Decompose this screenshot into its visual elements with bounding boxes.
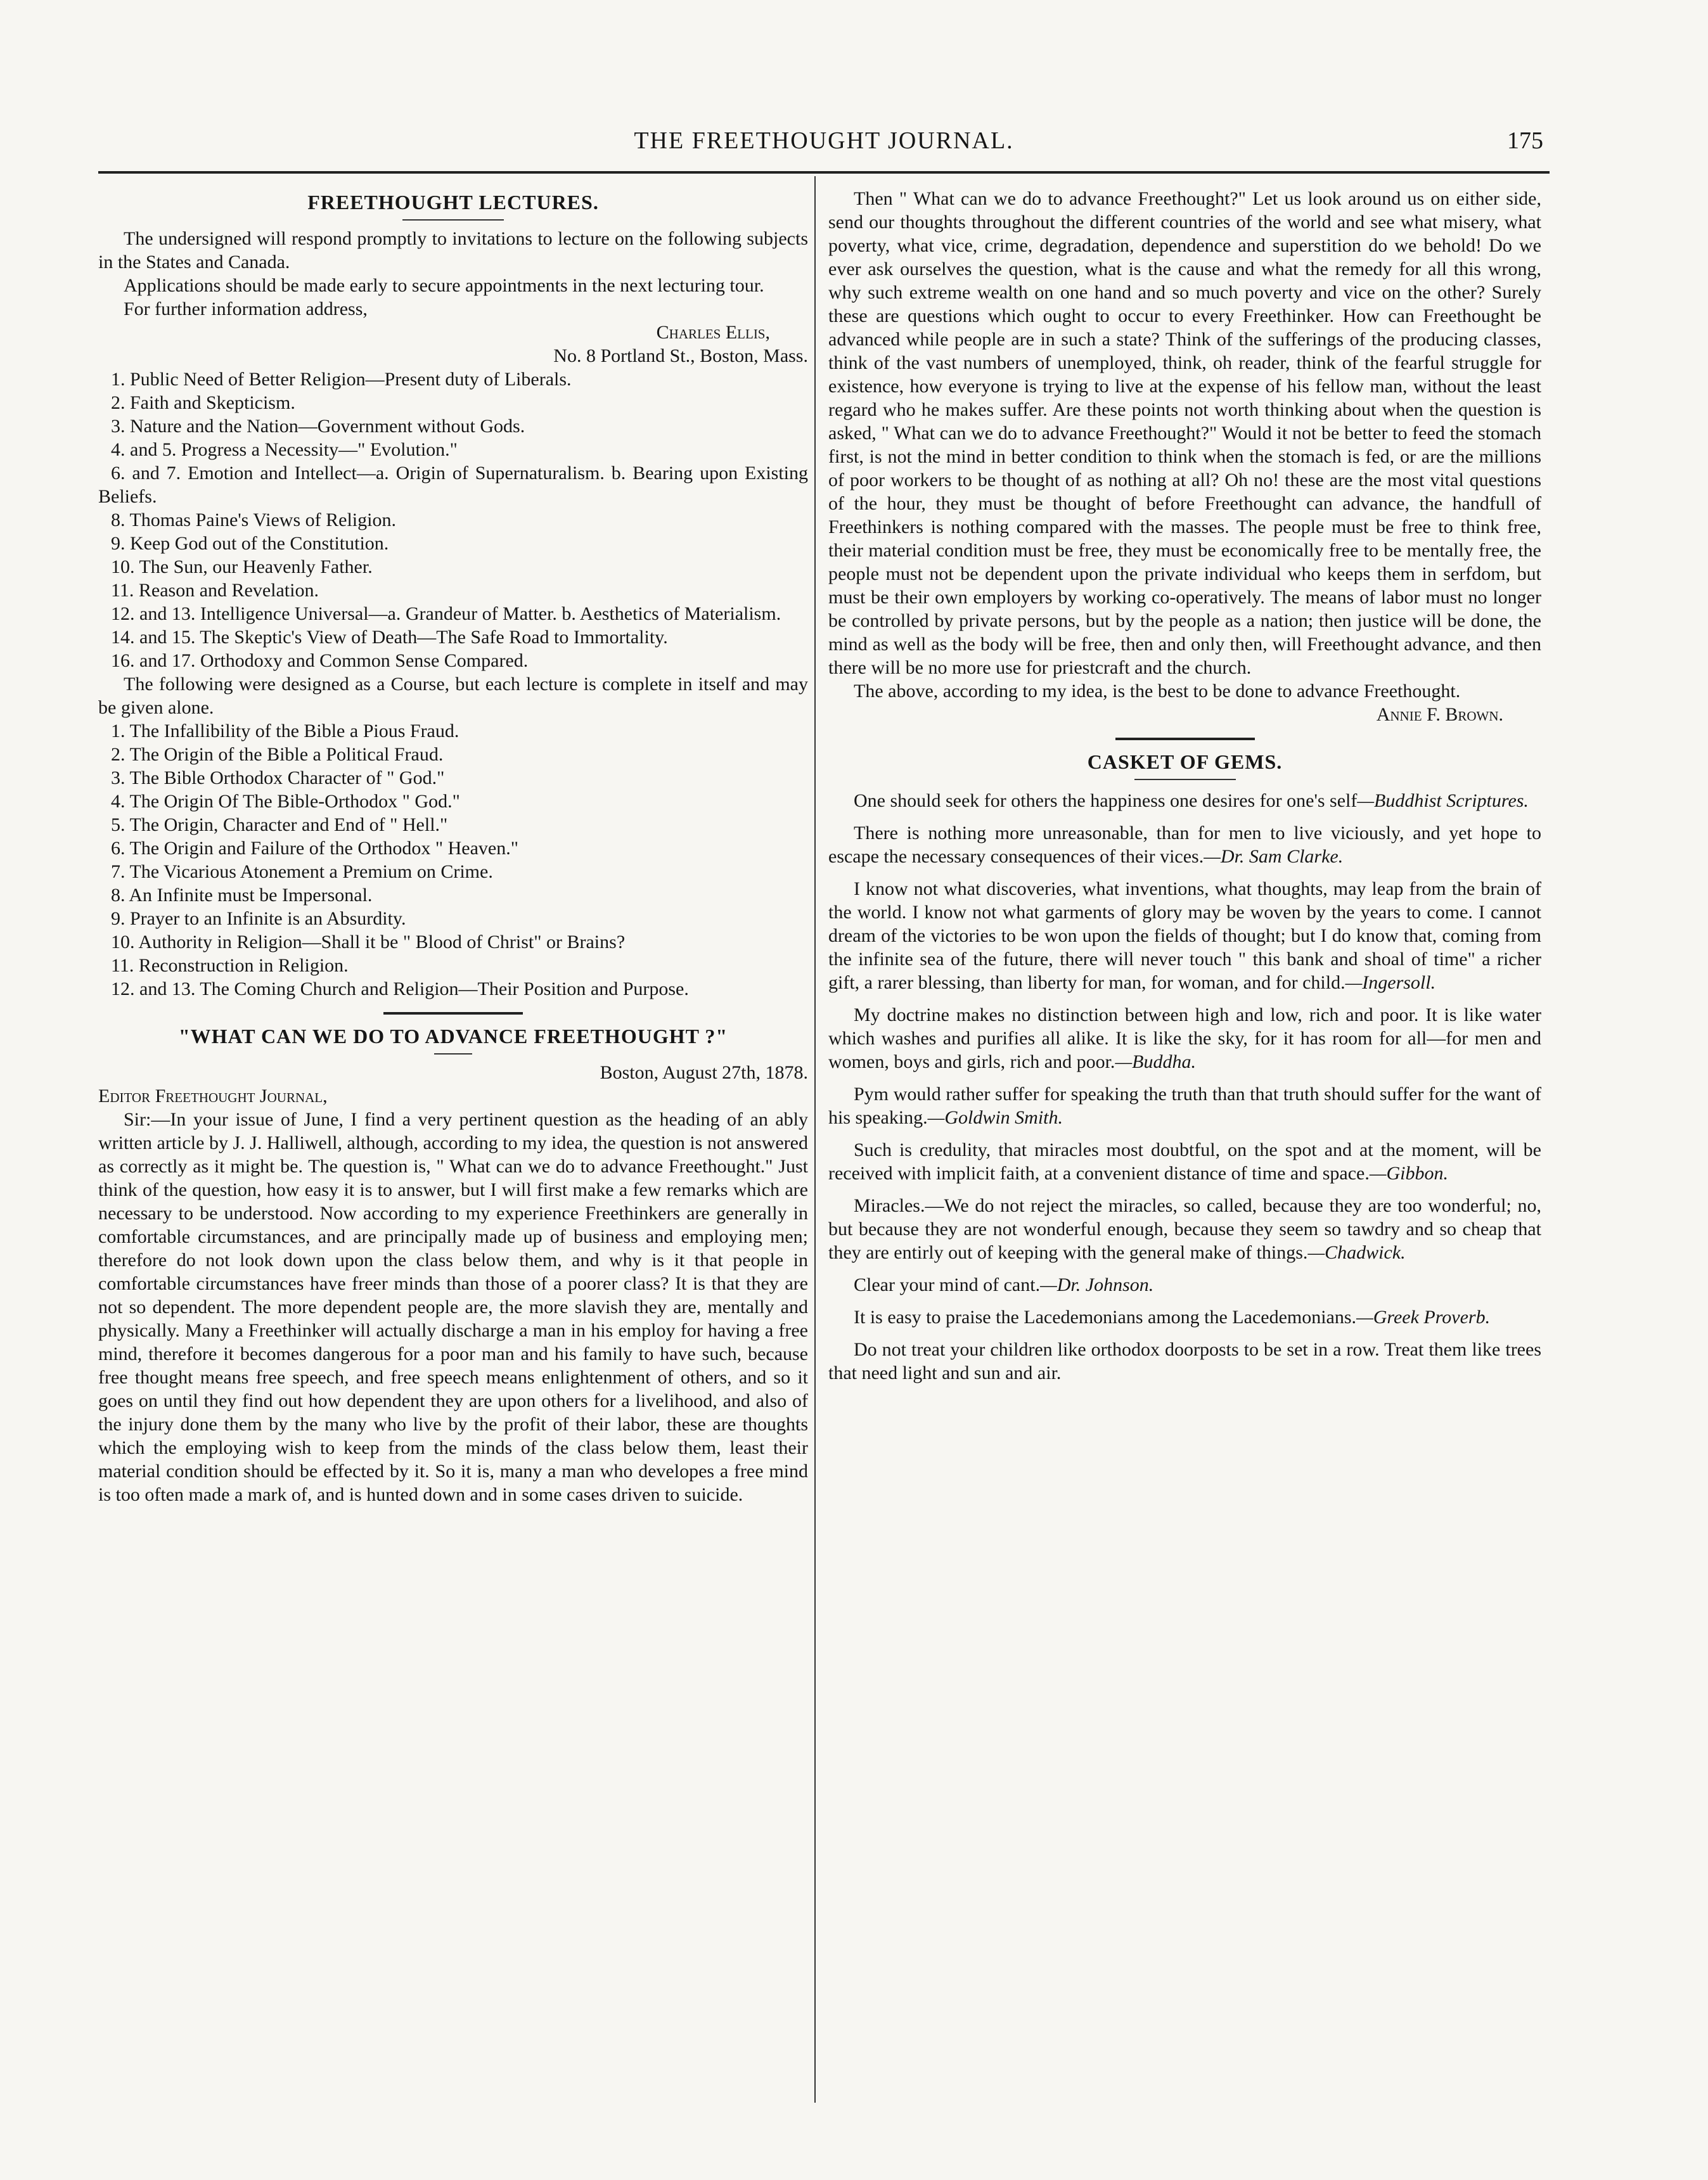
right-column [828,187,1541,1385]
section-separator [1115,738,1255,740]
lecture-item: 3. Nature and the Nation—Government without Gods. [111,416,525,437]
gem-text: Clear your mind of cant. [854,1274,1041,1295]
gem-text: Miracles.—We do not reject the miracles, so called, because they are too wonderful; no, but because they are not wonderful enough, because they seem so tawdry and so cheap that they are entirly out of keeping with the general make of things. [828,1195,1541,1263]
gem-text: My doctrine makes no distinction between high and low, rich and poor. It is like water which washes and purifies all alike. It is like the sky, for it has room for all—for men and women, boys and girls, rich and poor. [828,1004,1541,1072]
gem-text: There is nothing more unreasonable, than for men to live viciously, and yet hope to escape the necessary consequences of their vices. [828,823,1541,867]
journal-page [98,108,1550,2123]
course-item: 3. The Bible Orthodox Character of " God." [111,767,445,788]
lecture-list [98,368,808,672]
lecture-item: 6. and 7. Emotion and Intellect—a. Origin of Supernaturalism. b. Bearing upon Existing Beliefs. [98,463,808,507]
gem-source: —Buddha. [1115,1051,1196,1072]
lecture-item: 9. Keep God out of the Constitution. [111,533,389,554]
letter-paragraph: The above, according to my idea, is the best to be done to advance Freethought. [854,681,1461,702]
heading-rule [1134,779,1236,780]
lecture-item: 8. Thomas Paine's Views of Religion. [111,510,396,530]
course-item: 4. The Origin Of The Bible-Orthodox " God." [111,791,460,812]
gems-heading: CASKET OF GEMS. [1087,750,1283,773]
lecture-item: 4. and 5. Progress a Necessity—" Evolution." [111,439,458,460]
gem-text: I know not what discoveries, what inventions, what thoughts, may leap from the brain of the world. I know not what garments of glory may be woven by the years to come. I cannot dream of the victories to be won upon the fields of thought; but I do know that, coming from the infinite sea of the future, there will never touch " this bank and shoal of time" a richer gift, a rarer blessing, than liberty for man, for woman, and for child. [828,878,1541,993]
course-item: 7. The Vicarious Atonement a Premium on Crime. [111,861,493,882]
course-item: 10. Authority in Religion—Shall it be " Blood of Christ" or Brains? [111,932,626,952]
lecture-item: 12. and 13. Intelligence Universal—a. Grandeur of Matter. b. Aesthetics of Materialism. [111,603,781,624]
gem-quote [828,1338,1541,1385]
lecture-item: 11. Reason and Revelation. [111,580,319,601]
gem-source: —Gibbon. [1369,1163,1449,1184]
heading-rule [402,219,504,221]
lecturer-address: No. 8 Portland St., Boston, Mass. [553,345,808,366]
course-item: 8. An Infinite must be Impersonal. [111,885,373,906]
section-separator [383,1012,523,1015]
gem-quote [828,789,1541,812]
lecture-item: 1. Public Need of Better Religion—Present duty of Liberals. [111,369,572,390]
course-item: 6. The Origin and Failure of the Orthodox " Heaven." [111,838,518,859]
header-rule [98,171,1550,174]
journal-title: THE FREETHOUGHT JOURNAL. [634,127,1014,154]
lecture-item: 10. The Sun, our Heavenly Father. [111,556,373,577]
gem-quote [828,1003,1541,1074]
gem-text: One should seek for others the happiness one desires for one's self [854,790,1358,811]
lectures-intro: The undersigned will respond promptly to invitations to lecture on the following subjects in the States and Canada. [98,228,808,272]
gem-source: —Dr. Sam Clarke. [1204,846,1344,867]
gem-source: —Ingersoll. [1345,972,1436,993]
gem-source: —Goldwin Smith. [927,1107,1063,1128]
course-item: 1. The Infallibility of the Bible a Pious Fraud. [111,721,459,741]
letter-salutation: Editor Freethought Journal, [98,1086,328,1106]
lecture-item: 14. and 15. The Skeptic's View of Death—The Safe Road to Immortality. [111,627,668,648]
course-item: 12. and 13. The Coming Church and Religion—Their Position and Purpose. [111,978,689,999]
lectures-applications: Applications should be made early to secure appointments in the next lecturing tour. [124,275,764,296]
gem-quote [828,821,1541,868]
gem-text: Such is credulity, that miracles most doubtful, on the spot and at the moment, will be received with implicit faith, at a convenient distance of time and space. [828,1139,1541,1184]
course-item: 2. The Origin of the Bible a Political Fraud. [111,744,444,765]
letter-signature: Annie F. Brown. [1376,704,1503,725]
gem-quote [828,1273,1541,1297]
letter-dateline: Boston, August 27th, 1878. [600,1062,808,1083]
letter-paragraph: Sir:—In your issue of June, I find a very pertinent question as the heading of an ably written article by J. J. Halliwell, although, according to my idea, the question is not answered as correctly as it might be. The question is, " What can we do to advance Freethought." Just think of the question, how easy it is to answer, but I will first make a few remarks which are necessary to be understood. Now according to my experience Freethinkers are generally in comfortable circumstances, and are principally made up of business and employing men; therefore do not look down upon the class below them, and why is it that people in comfortable circumstances have freer minds than those of a poorer class? It is that they are not so dependent. The more dependent people are, the more slavish they are, mentally and physically. Many a Freethinker will actually discharge a man in his employ for having a free mind, therefore it becomes dangerous for a poor man and his family to have such, because free thought means free speech, and free speech means enlightenment of others, and so it goes on until they find out how dependent they are upon others for a livelihood, and also of the injury done them by the many who live by the profit of their labor, these are thoughts which the employing wish to keep from the minds of the class below them, least their material condition should be effected by it. So it is, many a man who developes a free mind is too often made a mark of, and is hunted down and in some cases driven to suicide. [98,1109,808,1505]
lecture-item: 16. and 17. Orthodoxy and Common Sense Compared. [111,650,529,671]
gem-text: It is easy to praise the Lacedemonians among the Lacedemonians. [854,1307,1357,1328]
lecture-item: 2. Faith and Skepticism. [111,392,295,413]
course-intro: The following were designed as a Course, but each lecture is complete in itself and may be given alone. [98,674,808,718]
lectures-heading: FREETHOUGHT LECTURES. [307,191,599,214]
running-head [98,127,1550,171]
gem-quote [828,1305,1541,1329]
letter-paragraph: Then " What can we do to advance Freethought?" Let us look around us on either side, send our thoughts throughout the different countries of the world and see what misery, what poverty, what vice, crime, degradation, dependence and superstition do we behold! Do we ever ask ourselves the question, what is the cause and what the remedy for all this wrong, why such extreme wealth on one hand and so much poverty and vice on the other? Surely these are questions which ought to occur to every Freethinker. How can Freethought be advanced while people are in such a state? Think of the sufferings of the producing classes, think of the vast numbers of unemployed, think, oh reader, think of the fearful struggle for existence, how everyone is trying to live at the expense of his fellow man, without the least regard who he makes suffer. Are these points not worth thinking about when the question is asked, " What can we do to advance Freethought?" Would it not be better to feed the stomach first, is not the mind in better condition to think when the stomach is fed, or are the millions of poor workers to be thought of as nothing at all? Oh no! these are the most vital questions of the hour, they must be thought of before Freethought can advance, the handfull of Freethinkers is nothing compared with the masses. The people must be free to think free, their material condition must be free, they must be economically free to be mentally free, the people must not be dependent upon the private individual who keeps them in serfdom, but must be their own employers by working co-operatively. The means of labor must no longer be controlled by private persons, but by the people as a nation; then justice will be done, the mind as well as the body will be free, then and only then, will Freethought advance, and then there will be no more use for priestcraft and the church. [828,188,1541,678]
course-item: 9. Prayer to an Infinite is an Absurdity. [111,908,406,929]
lecturer-name-text: Charles Ellis, [656,322,770,343]
gem-quote [828,877,1541,994]
gem-text: Pym would rather suffer for speaking the truth than that truth should suffer for the want of his speaking. [828,1084,1541,1128]
course-list [98,719,808,1001]
letter-heading: "WHAT CAN WE DO TO ADVANCE FREETHOUGHT ?" [178,1025,728,1048]
gem-text: Do not treat your children like orthodox doorposts to be set in a row. Treat them like trees that need light and sun and air. [828,1339,1541,1383]
lectures-further-info: For further information address, [124,298,368,319]
column-divider [814,176,816,2103]
gem-quote [828,1082,1541,1129]
left-column [98,187,808,1506]
page-number: 175 [1507,127,1543,154]
heading-dash [434,1053,472,1055]
gem-quote [828,1138,1541,1185]
gem-source: —Greek Proverb. [1356,1307,1491,1328]
lecturer-name [98,321,808,344]
course-item: 11. Reconstruction in Religion. [111,955,349,976]
gem-source: —Buddhist Scriptures. [1357,790,1529,811]
gem-quote [828,1194,1541,1264]
gem-source: —Dr. Johnson. [1040,1274,1154,1295]
course-item: 5. The Origin, Character and End of " Hell." [111,814,448,835]
gem-source: —Chadwick. [1307,1242,1406,1263]
